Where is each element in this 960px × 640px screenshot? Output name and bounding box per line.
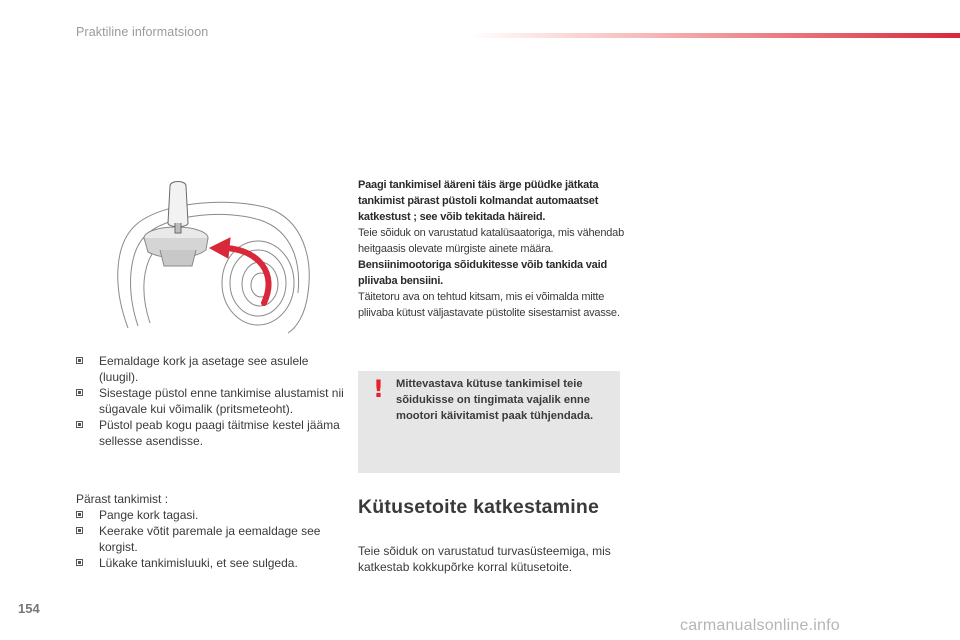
list-item: Lükake tankimisluuki, et see sulgeda.	[76, 555, 344, 571]
misfuel-warning-box	[358, 371, 620, 473]
checkbox-bullet-icon	[76, 357, 83, 364]
checkbox-bullet-icon	[76, 511, 83, 518]
page-number: 154	[18, 601, 40, 616]
fill-limit-warning: Paagi tankimisel ääreni täis ärge püüdke jätkata tankimist pärast püstoli kolmandat automaatset katkestust ; see võib tekitada häireid.	[358, 179, 599, 223]
catalyst-note: Teie sõiduk on varustatud katalüsaatoriga, mis vähendab heitgaasis olevate mürgiste ainete määra.	[358, 227, 625, 255]
list-item: Keerake võtit paremale ja eemaldage see korgist.	[76, 523, 344, 555]
list-item: Sisestage püstol enne tankimise alustamist nii sügavale kui võimalik (pritsmeteoht).	[76, 385, 344, 417]
running-header: Praktiline informatsioon	[76, 25, 209, 39]
fuel-notes	[358, 177, 626, 321]
unleaded-only-note: Bensiinimootoriga sõidukitesse võib tankida vaid pliivaba bensiini.	[358, 259, 607, 287]
list-item: Pange kork tagasi.	[76, 507, 344, 523]
watermark: carmanualsonline.info	[680, 617, 840, 634]
section-title: Kütusetoite katkestamine	[358, 496, 600, 518]
after-fueling-intro: Pärast tankimist :	[76, 492, 169, 506]
section-text: Teie sõiduk on varustatud turvasüsteemiga, mis katkestab kokkupõrke korral kütusetoite.	[358, 544, 611, 574]
fueling-steps-list	[76, 353, 344, 449]
checkbox-bullet-icon	[76, 559, 83, 566]
checkbox-bullet-icon	[76, 421, 83, 428]
list-item: Püstol peab kogu paagi täitmise kestel jääma sellesse asendisse.	[76, 417, 344, 449]
checkbox-bullet-icon	[76, 527, 83, 534]
after-fueling-steps-list	[76, 507, 344, 571]
checkbox-bullet-icon	[76, 389, 83, 396]
misfuel-warning-text: Mittevastava kütuse tankimisel teie sõidukisse on tingimata vajalik enne mootori käivitamist paak tühjendada.	[396, 378, 594, 422]
header-accent-bar	[470, 33, 960, 38]
fuel-cap-key-illustration	[108, 178, 318, 338]
exclamation-icon: !	[373, 375, 384, 403]
list-item: Eemaldage kork ja asetage see asulele (luugil).	[76, 353, 344, 385]
filler-neck-note: Täitetoru ava on tehtud kitsam, mis ei võimalda mitte pliivaba kütust väljastavate püstolite sisestamist avasse.	[358, 291, 620, 319]
